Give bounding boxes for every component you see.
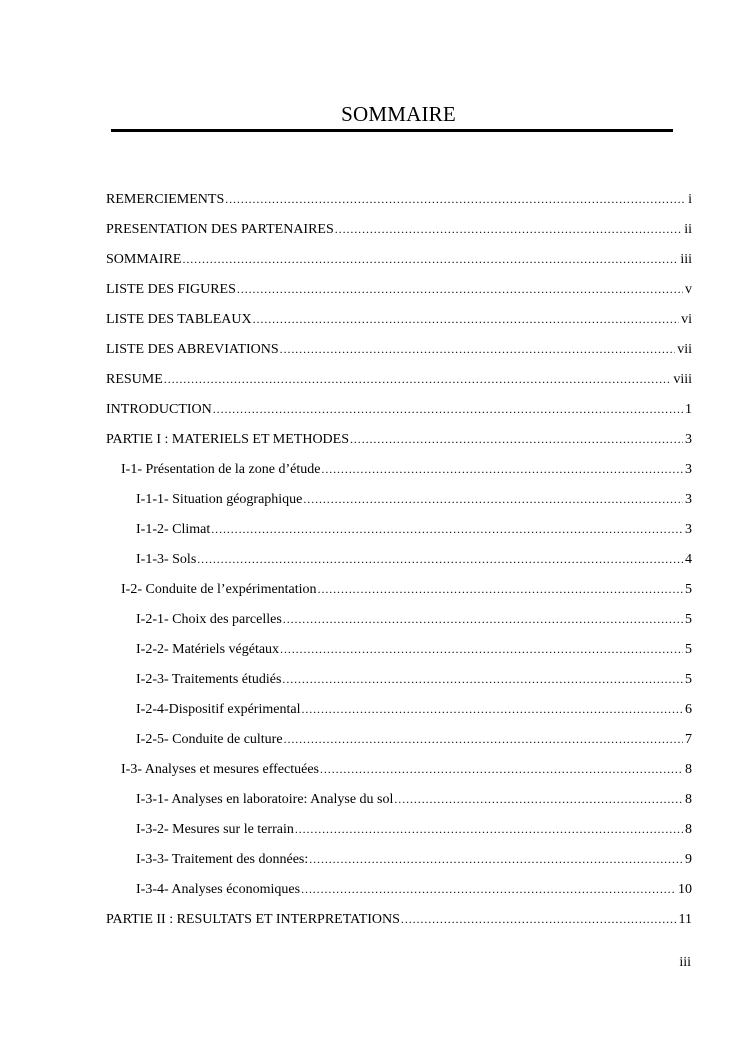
toc-entry-page: 4 bbox=[685, 552, 692, 567]
toc-entry[interactable] bbox=[106, 518, 692, 548]
toc-entry-label: I-3-2- Mesures sur le terrain bbox=[136, 822, 294, 837]
toc-dot-leader bbox=[335, 218, 682, 240]
toc-dot-leader bbox=[301, 698, 683, 720]
toc-entry[interactable] bbox=[106, 848, 692, 878]
toc-entry-page: 1 bbox=[685, 402, 692, 417]
toc-entry[interactable] bbox=[106, 308, 692, 338]
toc-entry-page: iii bbox=[680, 252, 692, 267]
title-underline bbox=[111, 129, 673, 132]
toc-entry-page: 8 bbox=[685, 762, 692, 777]
toc-entry-page: 5 bbox=[685, 582, 692, 597]
toc-entry[interactable] bbox=[106, 578, 692, 608]
toc-entry-page: vii bbox=[677, 342, 692, 357]
toc-entry[interactable] bbox=[106, 488, 692, 518]
toc-entry-label: I-2-5- Conduite de culture bbox=[136, 732, 283, 747]
toc-dot-leader bbox=[211, 518, 683, 540]
toc-dot-leader bbox=[318, 578, 683, 600]
toc-entry-label: PRESENTATION DES PARTENAIRES bbox=[106, 222, 334, 237]
toc-entry-page: vi bbox=[681, 312, 692, 327]
toc-entry-page: 8 bbox=[685, 792, 692, 807]
toc-entry-label: SOMMAIRE bbox=[106, 252, 182, 267]
toc-entry-page: 6 bbox=[685, 702, 692, 717]
toc-entry[interactable] bbox=[106, 368, 692, 398]
toc-dot-leader bbox=[309, 848, 683, 870]
toc-entry-page: 9 bbox=[685, 852, 692, 867]
toc-dot-leader bbox=[213, 398, 683, 420]
toc-entry-page: 3 bbox=[685, 462, 692, 477]
toc-dot-leader bbox=[280, 638, 683, 660]
toc-entry[interactable] bbox=[106, 758, 692, 788]
toc-dot-leader bbox=[282, 668, 683, 690]
toc-dot-leader bbox=[350, 428, 683, 450]
toc-entry-label: LISTE DES FIGURES bbox=[106, 282, 236, 297]
toc-entry-page: viii bbox=[673, 372, 692, 387]
toc-entry-page: 5 bbox=[685, 612, 692, 627]
toc-dot-leader bbox=[301, 878, 676, 900]
toc-entry[interactable] bbox=[106, 248, 692, 278]
toc-dot-leader bbox=[237, 278, 683, 300]
toc-dot-leader bbox=[164, 368, 672, 390]
toc-dot-leader bbox=[182, 248, 678, 270]
toc-entry-label: I-3-4- Analyses économiques bbox=[136, 882, 301, 897]
toc-dot-leader bbox=[394, 788, 683, 810]
page-number: iii bbox=[679, 955, 691, 970]
toc-entry[interactable] bbox=[106, 668, 692, 698]
toc-entry[interactable] bbox=[106, 908, 692, 938]
toc-entry-label: I-1-2- Climat bbox=[136, 522, 211, 537]
toc-dot-leader bbox=[321, 458, 683, 480]
toc-entry-page: 3 bbox=[685, 432, 692, 447]
toc-entry[interactable] bbox=[106, 338, 692, 368]
toc-entry-page: 11 bbox=[678, 912, 692, 927]
toc-entry-page: ii bbox=[684, 222, 692, 237]
toc-entry[interactable] bbox=[106, 458, 692, 488]
toc-entry-label: I-3-1- Analyses en laboratoire: Analyse du sol bbox=[136, 792, 394, 807]
toc-entry[interactable] bbox=[106, 818, 692, 848]
toc-dot-leader bbox=[284, 728, 683, 750]
toc-dot-leader bbox=[283, 608, 683, 630]
toc-dot-leader bbox=[320, 758, 683, 780]
toc-entry-label: REMERCIEMENTS bbox=[106, 192, 225, 207]
toc-entry-label: LISTE DES ABREVIATIONS bbox=[106, 342, 279, 357]
toc-entry-page: 5 bbox=[685, 642, 692, 657]
toc-entry[interactable] bbox=[106, 788, 692, 818]
page-title: SOMMAIRE bbox=[341, 102, 456, 126]
toc-entry-label: PARTIE I : MATERIELS ET METHODES bbox=[106, 432, 349, 447]
toc-entry-page: i bbox=[688, 192, 692, 207]
toc-entry-label: I-2-2- Matériels végétaux bbox=[136, 642, 280, 657]
toc-entry[interactable] bbox=[106, 278, 692, 308]
toc-entry[interactable] bbox=[106, 608, 692, 638]
toc-entry[interactable] bbox=[106, 728, 692, 758]
toc-entry-label: LISTE DES TABLEAUX bbox=[106, 312, 252, 327]
toc-entry-label: I-2- Conduite de l’expérimentation bbox=[121, 582, 317, 597]
toc-entry-label: I-1- Présentation de la zone d’étude bbox=[121, 462, 321, 477]
toc-entry-label: I-2-1- Choix des parcelles bbox=[136, 612, 282, 627]
toc-entry-page: v bbox=[685, 282, 692, 297]
toc-entry[interactable] bbox=[106, 698, 692, 728]
toc-entry-page: 7 bbox=[685, 732, 692, 747]
toc-entry-label: INTRODUCTION bbox=[106, 402, 212, 417]
toc-entry[interactable] bbox=[106, 878, 692, 908]
toc-entry[interactable] bbox=[106, 638, 692, 668]
toc-entry[interactable] bbox=[106, 188, 692, 218]
toc-dot-leader bbox=[197, 548, 683, 570]
toc-entry[interactable] bbox=[106, 548, 692, 578]
toc-entry[interactable] bbox=[106, 428, 692, 458]
toc-entry-label: RESUME bbox=[106, 372, 163, 387]
toc-dot-leader bbox=[225, 188, 686, 210]
toc-dot-leader bbox=[253, 308, 679, 330]
toc-entry-label: I-3- Analyses et mesures effectuées bbox=[121, 762, 319, 777]
toc-dot-leader bbox=[401, 908, 677, 930]
toc-entry-page: 10 bbox=[678, 882, 692, 897]
toc-entry[interactable] bbox=[106, 218, 692, 248]
toc-entry-page: 5 bbox=[685, 672, 692, 687]
toc-entry-label: I-1-3- Sols bbox=[136, 552, 197, 567]
toc-entry-page: 8 bbox=[685, 822, 692, 837]
toc-entry-label: PARTIE II : RESULTATS ET INTERPRETATIONS bbox=[106, 912, 400, 927]
toc-dot-leader bbox=[295, 818, 683, 840]
toc-entry-label: I-2-4-Dispositif expérimental bbox=[136, 702, 301, 717]
toc-dot-leader bbox=[303, 488, 683, 510]
toc-entry-label: I-2-3- Traitements étudiés bbox=[136, 672, 282, 687]
toc-entry-label: I-1-1- Situation géographique bbox=[136, 492, 303, 507]
toc-entry-label: I-3-3- Traitement des données: bbox=[136, 852, 309, 867]
toc-dot-leader bbox=[280, 338, 676, 360]
toc-entry-page: 3 bbox=[685, 522, 692, 537]
toc-entry-page: 3 bbox=[685, 492, 692, 507]
toc-entry[interactable] bbox=[106, 398, 692, 428]
table-of-contents bbox=[106, 188, 692, 938]
